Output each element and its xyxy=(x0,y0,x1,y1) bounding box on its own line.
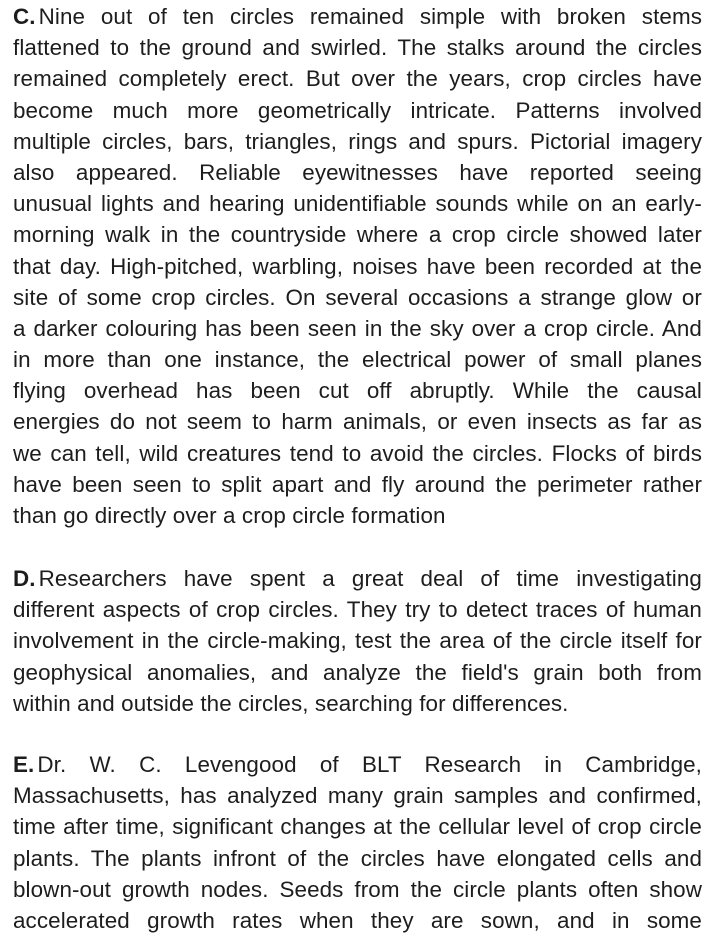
paragraph-d xyxy=(13,563,702,719)
paragraph-lead-label: E. xyxy=(13,752,35,777)
paragraph-line: than go directly over a crop circle formation xyxy=(13,503,446,528)
paragraph-line: flying overhead has been cut off abruptly. While the causal xyxy=(13,378,702,404)
paragraph-line-text: Dr. W. C. Levengood of BLT Research in Cambridge, xyxy=(37,752,702,777)
paragraph-line: remained completely erect. But over the years, crop circles have xyxy=(13,66,702,92)
paragraph-line: have been seen to split apart and fly around the perimeter rather xyxy=(13,471,702,497)
paragraph-line: site of some crop circles. On several occasions a strange glow or xyxy=(13,284,702,310)
paragraph-line: different aspects of crop circles. They try to detect traces of human xyxy=(13,597,702,623)
paragraph-line: also appeared. Reliable eyewitnesses have reported seeing xyxy=(13,159,702,185)
paragraph-e xyxy=(13,749,702,936)
paragraph-line: blown-out growth nodes. Seeds from the circle plants often show xyxy=(13,876,702,902)
paragraph-line: energies do not seem to harm animals, or even insects as far as xyxy=(13,409,702,435)
paragraph-line: in more than one instance, the electrical power of small planes xyxy=(13,347,702,373)
paragraph-line: time after time, significant changes at the cellular level of crop circle xyxy=(13,814,702,840)
paragraph-line: unusual lights and hearing unidentifiable sounds while on an early- xyxy=(13,191,702,217)
paragraph-line: Massachusetts, has analyzed many grain samples and confirmed, xyxy=(13,783,702,809)
paragraph-line: accelerated growth rates when they are sown, and in some xyxy=(13,907,702,933)
paragraph-line xyxy=(13,563,702,594)
paragraph-line: plants. The plants infront of the circles have elongated cells and xyxy=(13,845,702,871)
paragraph-line-text: Researchers have spent a great deal of time investigating xyxy=(38,566,702,591)
paragraph-line: within and outside the circles, searching for differences. xyxy=(13,690,569,716)
paragraph-c xyxy=(13,1,702,531)
paragraph-line: involvement in the circle-making, test the area of the circle itself for xyxy=(13,628,702,654)
paragraph-line xyxy=(13,1,702,32)
paragraph-line xyxy=(13,749,702,780)
paragraph-line: geophysical anomalies, and analyze the field's grain both from xyxy=(13,659,702,685)
paragraph-line: we can tell, wild creatures tend to avoid the circles. Flocks of birds xyxy=(13,440,702,466)
paragraph-line: that day. High-pitched, warbling, noises have been recorded at the xyxy=(13,253,702,279)
paragraph-line: multiple circles, bars, triangles, rings and spurs. Pictorial imagery xyxy=(13,128,702,154)
paragraph-line-text: Nine out of ten circles remained simple with broken stems xyxy=(38,4,702,29)
paragraph-lead-label: D. xyxy=(13,566,36,591)
paragraph-line: morning walk in the countryside where a crop circle showed later xyxy=(13,222,702,248)
paragraph-line: become much more geometrically intricate. Patterns involved xyxy=(13,97,702,123)
paragraph-line: flattened to the ground and swirled. The stalks around the circles xyxy=(13,35,702,61)
paragraph-lead-label: C. xyxy=(13,4,36,29)
paragraph-line: a darker colouring has been seen in the sky over a crop circle. And xyxy=(13,315,702,341)
